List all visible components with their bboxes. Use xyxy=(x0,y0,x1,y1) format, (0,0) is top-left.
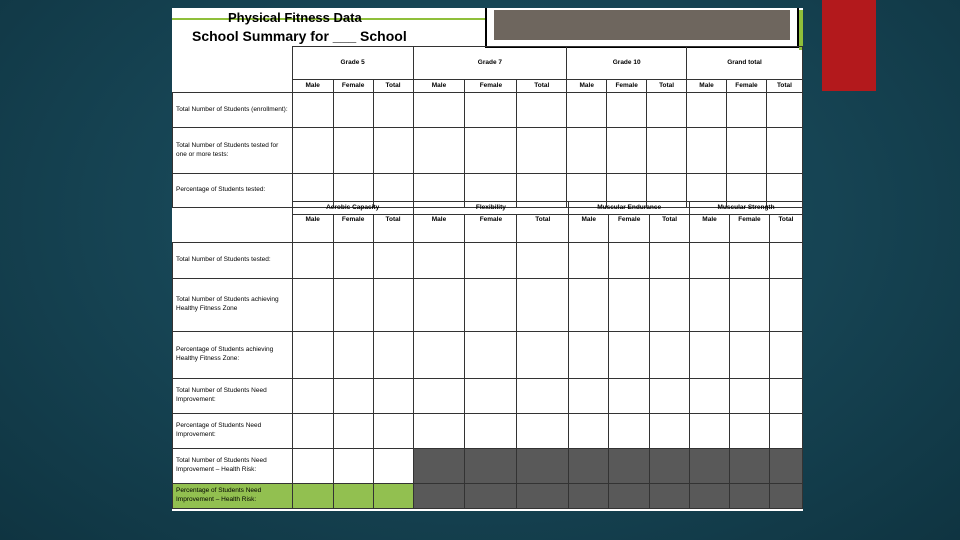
row-label: Total Number of Students tested: xyxy=(173,243,293,279)
col-female: Female xyxy=(726,80,766,93)
col-male: Male xyxy=(413,215,465,243)
data-cell[interactable] xyxy=(333,128,373,174)
data-cell[interactable] xyxy=(729,379,769,414)
data-cell[interactable] xyxy=(413,414,465,449)
table-row xyxy=(173,484,803,509)
col-total: Total xyxy=(766,80,802,93)
col-male: Male xyxy=(413,80,465,93)
subheader-spacer xyxy=(173,80,293,93)
data-cell[interactable] xyxy=(690,379,730,414)
data-cell[interactable] xyxy=(569,332,609,379)
row-label: Total Number of Students Need Improvement: xyxy=(173,379,293,414)
data-cell[interactable] xyxy=(729,414,769,449)
data-cell[interactable] xyxy=(465,332,517,379)
data-cell[interactable] xyxy=(465,243,517,279)
green-cell[interactable] xyxy=(292,484,333,509)
table-row xyxy=(173,93,803,128)
data-cell[interactable] xyxy=(465,379,517,414)
col-female: Female xyxy=(465,215,517,243)
group-flexibility: Flexibility xyxy=(413,202,569,215)
data-cell[interactable] xyxy=(292,243,333,279)
data-cell[interactable] xyxy=(292,128,333,174)
data-cell[interactable] xyxy=(769,279,802,332)
data-cell[interactable] xyxy=(609,379,650,414)
row-label: Percentage of Students tested: xyxy=(173,174,293,208)
col-female: Female xyxy=(333,80,373,93)
shaded-cell xyxy=(729,449,769,484)
header-image-frame xyxy=(485,8,799,48)
col-total: Total xyxy=(650,215,690,243)
col-female: Female xyxy=(333,215,373,243)
data-cell[interactable] xyxy=(292,379,333,414)
data-cell[interactable] xyxy=(465,414,517,449)
page-subtitle: School Summary for ___ School xyxy=(192,28,407,44)
data-cell[interactable] xyxy=(413,379,465,414)
table-row xyxy=(173,279,803,332)
shaded-cell xyxy=(650,484,690,509)
shaded-cell xyxy=(769,484,802,509)
data-cell[interactable] xyxy=(729,332,769,379)
corner-cell xyxy=(173,47,293,80)
data-cell[interactable] xyxy=(650,379,690,414)
data-cell[interactable] xyxy=(690,243,730,279)
data-cell[interactable] xyxy=(609,279,650,332)
data-cell[interactable] xyxy=(292,93,333,128)
group-grand-total: Grand total xyxy=(687,47,803,80)
col-total: Total xyxy=(373,80,413,93)
data-cell[interactable] xyxy=(650,414,690,449)
header-image-placeholder xyxy=(494,10,790,40)
shaded-cell xyxy=(690,449,730,484)
data-cell[interactable] xyxy=(517,128,567,174)
data-cell[interactable] xyxy=(333,279,373,332)
row-label: Percentage of Students Need Improvement – Health Risk: xyxy=(173,484,293,509)
col-male: Male xyxy=(292,215,333,243)
group-grade-10: Grade 10 xyxy=(567,47,687,80)
data-cell[interactable] xyxy=(609,332,650,379)
data-cell[interactable] xyxy=(517,332,569,379)
shaded-cell xyxy=(769,449,802,484)
shaded-cell xyxy=(569,449,609,484)
col-female: Female xyxy=(609,215,650,243)
table-row xyxy=(173,449,803,484)
data-cell[interactable] xyxy=(333,379,373,414)
shaded-cell xyxy=(413,449,465,484)
col-male: Male xyxy=(687,80,727,93)
data-cell[interactable] xyxy=(766,128,802,174)
red-accent-bar xyxy=(822,0,876,91)
group-muscular-endurance: Muscular Endurance xyxy=(569,202,690,215)
group-grade-7: Grade 7 xyxy=(413,47,567,80)
col-total: Total xyxy=(373,215,413,243)
data-cell[interactable] xyxy=(569,243,609,279)
shaded-cell xyxy=(609,449,650,484)
data-cell[interactable] xyxy=(569,379,609,414)
col-female: Female xyxy=(729,215,769,243)
data-cell[interactable] xyxy=(373,449,413,484)
row-label: Total Number of Students (enrollment): xyxy=(173,93,293,128)
data-cell[interactable] xyxy=(517,93,567,128)
group-aerobic-capacity: Aerobic Capacity xyxy=(292,202,413,215)
shaded-cell xyxy=(517,484,569,509)
data-cell[interactable] xyxy=(373,332,413,379)
data-cell[interactable] xyxy=(292,414,333,449)
data-cell[interactable] xyxy=(413,243,465,279)
data-cell[interactable] xyxy=(465,93,517,128)
grade-summary-table xyxy=(172,46,803,208)
data-cell[interactable] xyxy=(465,279,517,332)
group-muscular-strength: Muscular Strength xyxy=(690,202,803,215)
data-cell[interactable] xyxy=(650,279,690,332)
data-cell[interactable] xyxy=(569,414,609,449)
shaded-cell xyxy=(690,484,730,509)
data-cell[interactable] xyxy=(690,279,730,332)
data-cell[interactable] xyxy=(769,243,802,279)
data-cell[interactable] xyxy=(690,332,730,379)
col-total: Total xyxy=(647,80,687,93)
data-cell[interactable] xyxy=(373,379,413,414)
col-male: Male xyxy=(569,215,609,243)
data-cell[interactable] xyxy=(413,279,465,332)
data-cell[interactable] xyxy=(726,128,766,174)
data-cell[interactable] xyxy=(609,414,650,449)
data-cell[interactable] xyxy=(609,243,650,279)
col-female: Female xyxy=(465,80,517,93)
table-row xyxy=(173,414,803,449)
subheader-spacer xyxy=(173,215,293,243)
col-total: Total xyxy=(769,215,802,243)
row-label: Total Number of Students achieving Healthy Fitness Zone xyxy=(173,279,293,332)
data-cell[interactable] xyxy=(517,243,569,279)
data-cell[interactable] xyxy=(607,93,647,128)
data-cell[interactable] xyxy=(690,414,730,449)
data-cell[interactable] xyxy=(333,449,373,484)
data-cell[interactable] xyxy=(517,279,569,332)
data-cell[interactable] xyxy=(729,279,769,332)
data-cell[interactable] xyxy=(517,414,569,449)
data-cell[interactable] xyxy=(413,128,465,174)
shaded-cell xyxy=(465,449,517,484)
data-cell[interactable] xyxy=(373,243,413,279)
corner-cell xyxy=(173,202,293,215)
col-male: Male xyxy=(292,80,333,93)
col-total: Total xyxy=(517,80,567,93)
data-cell[interactable] xyxy=(333,243,373,279)
data-cell[interactable] xyxy=(292,332,333,379)
data-cell[interactable] xyxy=(517,379,569,414)
data-cell[interactable] xyxy=(647,93,687,128)
data-cell[interactable] xyxy=(373,279,413,332)
shaded-cell xyxy=(569,484,609,509)
data-cell[interactable] xyxy=(687,93,727,128)
data-cell[interactable] xyxy=(292,279,333,332)
data-cell[interactable] xyxy=(647,128,687,174)
data-cell[interactable] xyxy=(333,332,373,379)
fitness-test-table xyxy=(172,201,803,509)
data-cell[interactable] xyxy=(569,279,609,332)
green-edge-line xyxy=(799,10,803,50)
col-female: Female xyxy=(607,80,647,93)
data-cell[interactable] xyxy=(729,243,769,279)
page-title: Physical Fitness Data xyxy=(228,10,362,25)
data-cell[interactable] xyxy=(333,414,373,449)
data-cell[interactable] xyxy=(567,93,607,128)
col-total: Total xyxy=(517,215,569,243)
data-cell[interactable] xyxy=(373,414,413,449)
row-label: Total Number of Students Need Improvement – Health Risk: xyxy=(173,449,293,484)
data-cell[interactable] xyxy=(687,128,727,174)
table-row xyxy=(173,332,803,379)
data-cell[interactable] xyxy=(333,93,373,128)
data-cell[interactable] xyxy=(465,128,517,174)
row-label: Percentage of Students Need Improvement: xyxy=(173,414,293,449)
data-cell[interactable] xyxy=(373,93,413,128)
group-grade-5: Grade 5 xyxy=(292,47,413,80)
shaded-cell xyxy=(517,449,569,484)
shaded-cell xyxy=(729,484,769,509)
fitness-data-sheet xyxy=(172,8,803,511)
table-row xyxy=(173,128,803,174)
data-cell[interactable] xyxy=(373,128,413,174)
data-cell[interactable] xyxy=(413,93,465,128)
data-cell[interactable] xyxy=(567,128,607,174)
data-cell[interactable] xyxy=(769,332,802,379)
data-cell[interactable] xyxy=(413,332,465,379)
shaded-cell xyxy=(609,484,650,509)
data-cell[interactable] xyxy=(607,128,647,174)
shaded-cell xyxy=(413,484,465,509)
shaded-cell xyxy=(650,449,690,484)
row-label: Percentage of Students achieving Healthy Fitness Zone: xyxy=(173,332,293,379)
green-cell[interactable] xyxy=(373,484,413,509)
table-row xyxy=(173,379,803,414)
col-male: Male xyxy=(567,80,607,93)
data-cell[interactable] xyxy=(292,449,333,484)
row-label: Total Number of Students tested for one or more tests: xyxy=(173,128,293,174)
data-cell[interactable] xyxy=(766,93,802,128)
shaded-cell xyxy=(465,484,517,509)
data-cell[interactable] xyxy=(726,93,766,128)
data-cell[interactable] xyxy=(650,332,690,379)
data-cell[interactable] xyxy=(769,379,802,414)
green-cell[interactable] xyxy=(333,484,373,509)
table-row xyxy=(173,243,803,279)
data-cell[interactable] xyxy=(769,414,802,449)
data-cell[interactable] xyxy=(650,243,690,279)
col-male: Male xyxy=(690,215,730,243)
